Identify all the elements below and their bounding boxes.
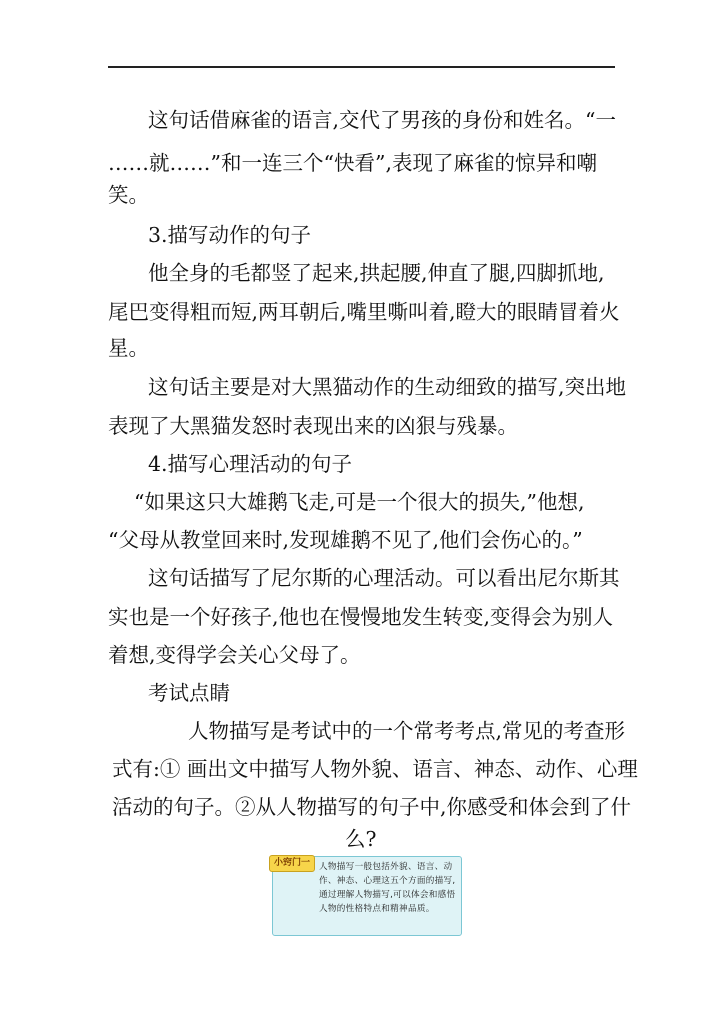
section-heading: 考试点睛 [148, 681, 230, 705]
section-heading: 3.描写动作的句子 [148, 223, 312, 247]
tip-box [272, 856, 462, 936]
paragraph-line: 这句话主要是对大黑猫动作的生动细致的描写,突出地 [148, 375, 627, 399]
paragraph-line: “如果这只大雄鹅飞走,可是一个很大的损失,”他想, [134, 490, 585, 514]
paragraph-line: ……就……”和一连三个“快看”,表现了麻雀的惊异和嘲 [108, 151, 597, 175]
paragraph-line: 么? [345, 827, 377, 851]
paragraph-line: 这句话描写了尼尔斯的心理活动。可以看出尼尔斯其 [148, 566, 620, 590]
paragraph-line: 表现了大黑猫发怒时表现出来的凶狠与残暴。 [108, 414, 518, 438]
paragraph-line: 尾巴变得粗而短,两耳朝后,嘴里嘶叫着,瞪大的眼睛冒着火 [108, 300, 620, 324]
paragraph-line: 着想,变得学会关心父母了。 [108, 643, 361, 667]
section-heading: 4.描写心理活动的句子 [148, 452, 353, 476]
paragraph-line: 活动的句子。②从人物描写的句子中,你感受和体会到了什 [112, 795, 632, 819]
paragraph-line: 他全身的毛都竖了起来,拱起腰,伸直了腿,四脚抓地, [148, 261, 605, 285]
paragraph-line: 式有:① 画出文中描写人物外貌、语言、神态、动作、心理 [112, 757, 638, 781]
paragraph-line: 实也是一个好孩子,他也在慢慢地发生转变,变得会为别人 [108, 605, 614, 629]
paragraph-line: “父母从教堂回来时,发现雄鹅不见了,他们会伤心的。” [108, 528, 583, 552]
header-rule [108, 66, 615, 68]
tip-text: 人物描写一般包括外貌、语言、动作、神态、心理这五个方面的描写,通过理解人物描写,可以体会和感悟人物的性格特点和精神品质。 [319, 862, 456, 914]
paragraph-line: 星。 [108, 336, 149, 360]
tip-tag: 小窍门一 [269, 855, 315, 872]
paragraph-line: 笑。 [108, 183, 149, 207]
paragraph-line: 人物描写是考试中的一个常考考点,常见的考查形 [188, 719, 626, 743]
paragraph-line: 这句话借麻雀的语言,交代了男孩的身份和姓名。“一 [148, 108, 616, 132]
